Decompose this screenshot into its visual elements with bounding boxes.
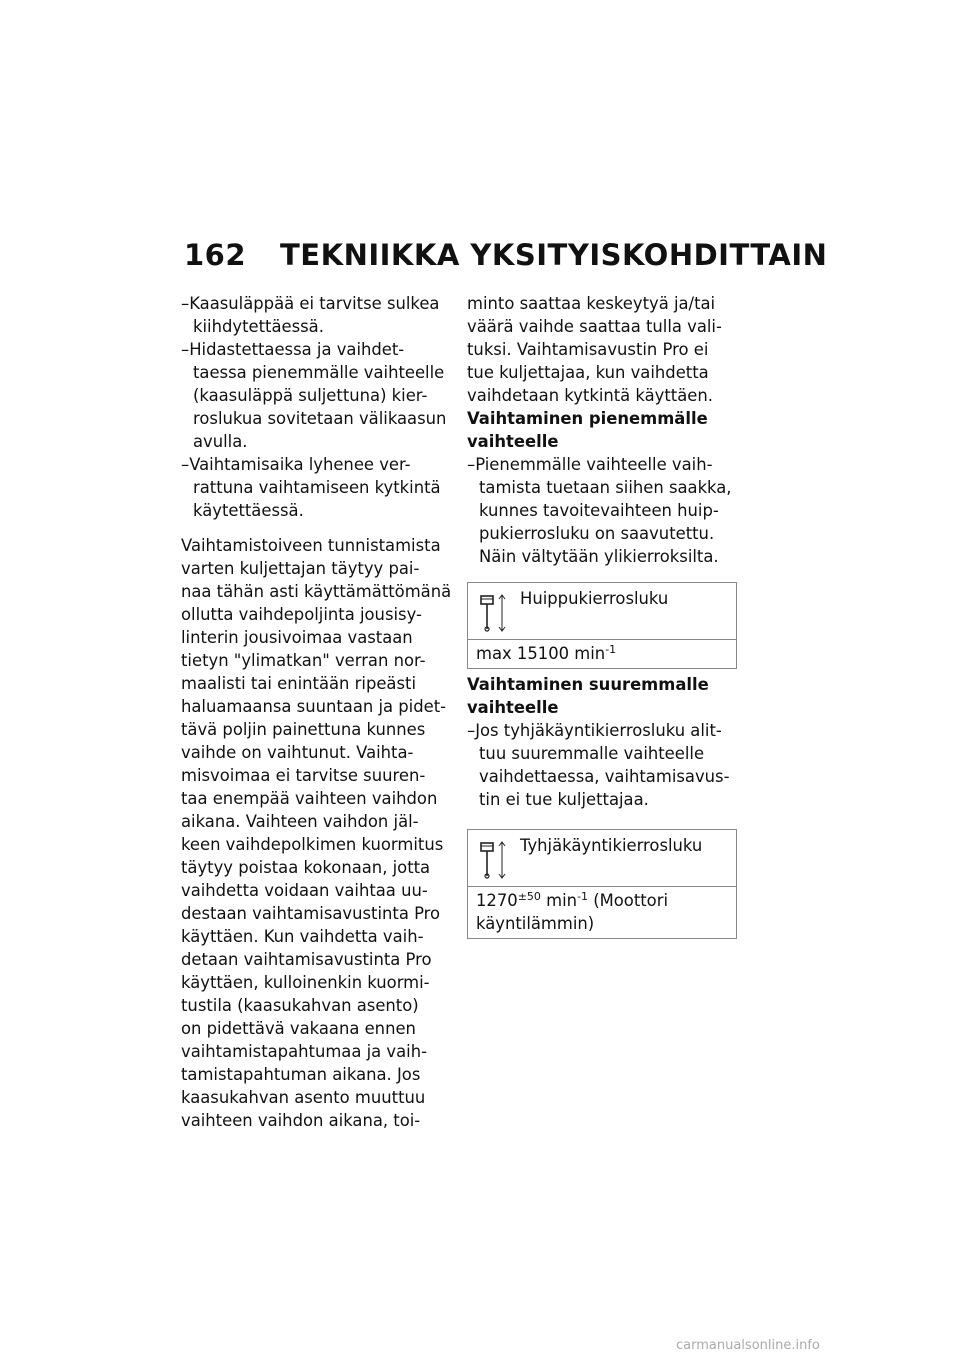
paragraph-line: misvoimaa ei tarvitse suuren-: [181, 766, 426, 785]
list-item-line: tin ei tue kuljettajaa.: [479, 790, 649, 809]
spec-value: [468, 887, 736, 938]
list-item-line: tuu suuremmalle vaihteelle: [479, 744, 705, 763]
paragraph-line: minto saattaa keskeytyä ja/tai: [467, 294, 716, 313]
paragraph-line: aikana. Vaihteen vaihdon jäl-: [181, 812, 419, 831]
list-item-line: kunnes tavoitevaihteen huip-: [479, 501, 719, 520]
spec-value-exponent: -1: [605, 643, 617, 656]
list-item-line: tamista tuetaan siihen saakka,: [479, 478, 732, 497]
paragraph-line: väärä vaihde saattaa tulla vali-: [467, 317, 722, 336]
list-item-line: –Hidastettaessa ja vaihdet-: [181, 340, 405, 359]
page-title: TEKNIIKKA YKSITYISKOHDITTAIN: [280, 238, 828, 272]
left-column: [181, 292, 453, 1132]
list-item-line: –Kaasuläppää ei tarvitse sulkea: [181, 294, 440, 313]
body-paragraph: [181, 534, 453, 1132]
paragraph-line: vaihtamistapahtumaa ja vaih-: [181, 1042, 428, 1061]
paragraph-line: haluamaansa suuntaan ja pidet-: [181, 697, 447, 716]
list-item-line: pukierrosluku on saavutettu.: [479, 524, 715, 543]
section-upshift: [467, 673, 739, 939]
paragraph-line: naa tähän asti käyttämättömänä: [181, 582, 452, 601]
watermark: carmanualsonline.info: [676, 1338, 820, 1353]
list-item-line: kiihdytettäessä.: [193, 317, 324, 336]
section-heading: Vaihtaminen pienemmälle: [467, 409, 708, 428]
section-heading: Vaihtaminen suuremmalle: [467, 675, 709, 694]
spec-value-number: 1270: [476, 891, 518, 910]
spec-value-unit: min: [540, 891, 578, 910]
spec-label: Huippukierrosluku: [520, 589, 669, 608]
list-item-line: –Jos tyhjäkäyntikierrosluku alit-: [467, 721, 722, 740]
paragraph-line: destaan vaihtamisavustinta Pro: [181, 904, 441, 923]
right-column: [467, 292, 739, 943]
list-item-line: –Pienemmälle vaihteelle vaih-: [467, 455, 713, 474]
paragraph-line: maalisti tai enintään ripeästi: [181, 674, 416, 693]
paragraph-line: tustila (kaasukahvan asento): [181, 996, 419, 1015]
spec-box-max-rpm: [467, 582, 737, 669]
spec-box-header: [468, 830, 736, 887]
paragraph-line: vaihde on vaihtunut. Vaihta-: [181, 743, 414, 762]
page-number: 162: [184, 238, 247, 272]
list-item-line: käytettäessä.: [193, 501, 304, 520]
paragraph-line: varten kuljettajan täytyy pai-: [181, 559, 420, 578]
paragraph-line: keen vaihdepolkimen kuormitus: [181, 835, 444, 854]
list-item-line: rattuna vaihtamiseen kytkintä: [193, 478, 441, 497]
list-item-line: avulla.: [193, 432, 248, 451]
section-downshift: [467, 407, 739, 669]
section-heading: vaihteelle: [467, 432, 559, 451]
section-heading: vaihteelle: [467, 698, 559, 717]
paragraph-line: tamistapahtuman aikana. Jos: [181, 1065, 421, 1084]
engine-piston-icon: [478, 593, 508, 633]
paragraph-line: tävä poljin painettuna kunnes: [181, 720, 426, 739]
feature-list: [181, 292, 453, 522]
list-item-line: (kaasuläppä suljettuna) kier-: [193, 386, 428, 405]
spec-value-text: max 15100 min: [476, 644, 606, 663]
spec-value: [468, 640, 736, 668]
spec-box-header: [468, 583, 736, 640]
spec-label: Tyhjäkäyntikierrosluku: [520, 836, 703, 855]
paragraph-line: ollutta vaihdepoljinta jousisy-: [181, 605, 422, 624]
paragraph-line: käyttäen, kulloinenkin kuormi-: [181, 973, 430, 992]
list-item-line: vaihdettaessa, vaihtamisavus-: [479, 767, 730, 786]
spec-value-condition: käyntilämmin): [476, 914, 595, 933]
paragraph-line: taa enempää vaihteen vaihdon: [181, 789, 438, 808]
page-header: [184, 238, 828, 272]
paragraph-line: vaihteen vaihdon aikana, toi-: [181, 1111, 421, 1130]
paragraph-line: kaasukahvan asento muuttuu: [181, 1088, 426, 1107]
paragraph-line: linterin jousivoimaa vastaan: [181, 628, 413, 647]
paragraph-line: tietyn "ylimatkan" verran nor-: [181, 651, 426, 670]
list-item-line: –Vaihtamisaika lyhenee ver-: [181, 455, 411, 474]
engine-piston-icon: [478, 840, 508, 880]
paragraph-line: vaihdetaan kytkintä käyttäen.: [467, 386, 713, 405]
paragraph-line: tue kuljettajaa, kun vaihdetta: [467, 363, 709, 382]
spec-box-idle-rpm: [467, 829, 737, 939]
spec-value-condition: (Moottori: [588, 891, 669, 910]
paragraph-line: käyttäen. Kun vaihdetta vaih-: [181, 927, 424, 946]
paragraph-line: tuksi. Vaihtamisavustin Pro ei: [467, 340, 709, 359]
paragraph-line: Vaihtamistoiveen tunnistamista: [181, 536, 441, 555]
list-item-line: taessa pienemmälle vaihteelle: [193, 363, 445, 382]
paragraph-line: vaihdetta voidaan vaihtaa uu-: [181, 881, 428, 900]
paragraph-line: täytyy poistaa kokonaan, jotta: [181, 858, 431, 877]
spec-value-tolerance: ±50: [517, 890, 541, 903]
paragraph-line: on pidettävä vakaana ennen: [181, 1019, 416, 1038]
spec-value-exponent: -1: [577, 890, 589, 903]
list-item-line: Näin vältytään ylikierroksilta.: [479, 547, 719, 566]
body-paragraph-continued: [467, 292, 739, 407]
paragraph-line: detaan vaihtamisavustinta Pro: [181, 950, 432, 969]
list-item-line: roslukua sovitetaan välikaasun: [193, 409, 447, 428]
